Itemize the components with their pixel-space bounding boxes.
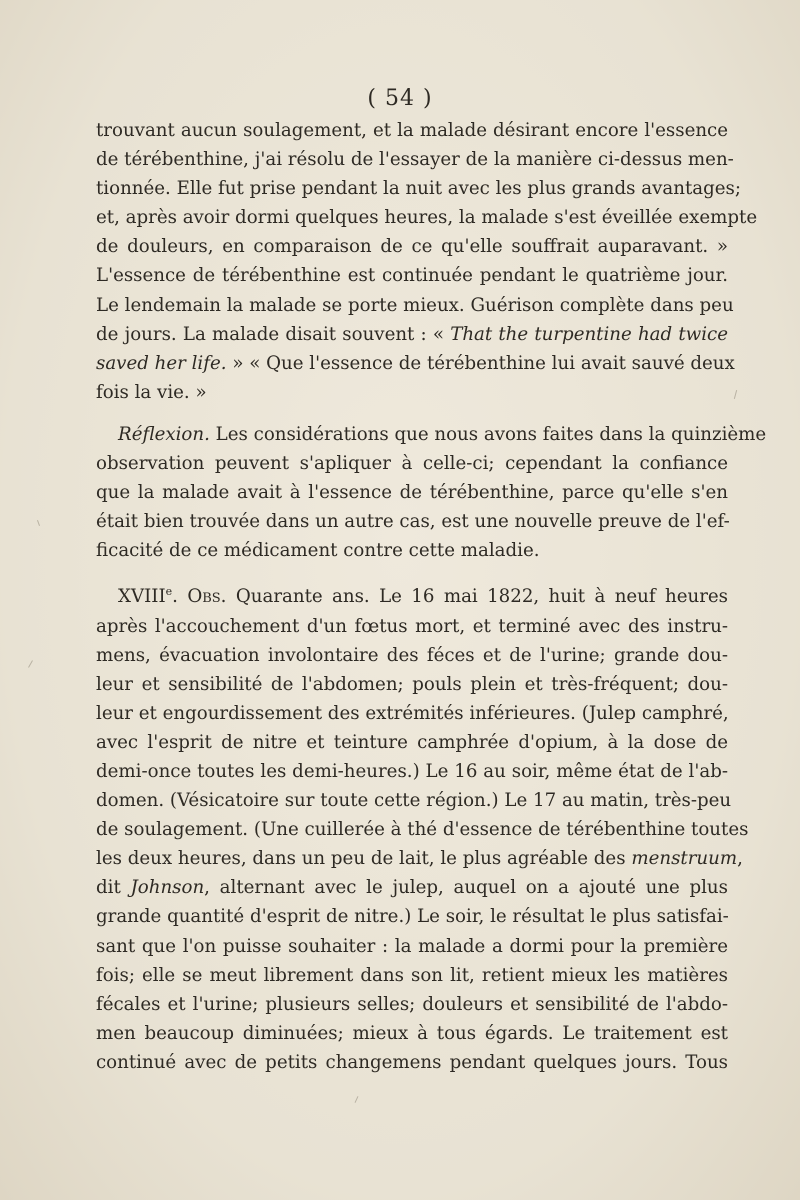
text-line: de soulagement. (Une cuillerée à thé d'essence de térébenthine toutes <box>96 819 749 841</box>
text-line: continué avec de petits changemens pendant quelques jours. Tous <box>96 1051 728 1073</box>
paragraph-observation-18 <box>96 582 749 1077</box>
text-line: les deux heures, dans un peu de lait, le plus agréable des menstruum, <box>96 848 743 870</box>
paragraph-reflexion <box>96 420 767 565</box>
text-segment: Les considérations que nous avons faites dans la quinzième <box>215 423 767 445</box>
text-segment: Quarante ans. Le 16 mai 1822, huit à neuf heures <box>235 586 728 608</box>
text-line: observation peuvent s'apliquer à celle-ci; cependant la confiance <box>96 453 728 475</box>
text-line: Le lendemain la malade se porte mieux. Guérison complète dans peu <box>96 294 734 316</box>
text-line: leur et engourdissement des extrémités inférieures. (Julep camphré, <box>96 702 729 724</box>
observation-heading: XVIIIe. Obs. <box>118 585 227 608</box>
text-line: dit Johnson, alternant avec le julep, auquel on a ajouté une plus <box>96 877 728 899</box>
text-line: et, après avoir dormi quelques heures, la malade s'est éveillée exempte <box>96 207 758 229</box>
paragraph-gap <box>96 565 728 582</box>
paragraph-gap <box>96 407 728 420</box>
paper-speck <box>28 660 33 667</box>
italic-term: menstruum <box>631 848 738 870</box>
text-line: était bien trouvée dans un autre cas, est une nouvelle preuve de l'ef- <box>96 511 730 533</box>
text-line: de térébenthine, j'ai résolu de l'essayer de la manière ci-dessus men- <box>96 149 734 171</box>
text-segment: , alternant avec le julep, auquel on a ajouté une plus <box>204 877 728 899</box>
text-segment: de jours. La malade disait souvent : « <box>96 323 444 345</box>
text-line <box>96 320 728 349</box>
paper-speck <box>355 1096 359 1103</box>
text-line: domen. (Vésicatoire sur toute cette région.) Le 17 au matin, très-peu <box>96 790 732 812</box>
text-line: de douleurs, en comparaison de ce qu'elle souffrait auparavant. » <box>96 236 728 258</box>
page-number: ( 54 ) <box>367 86 433 111</box>
text-line: que la malade avait à l'essence de térébenthine, parce qu'elle s'en <box>96 482 728 504</box>
paragraph-continuation <box>96 116 758 407</box>
text-line: men beaucoup diminuées; mieux à tous égards. Le traitement est <box>96 1022 728 1044</box>
text-segment: les deux heures, dans un peu de lait, le plus agréable des <box>96 848 626 870</box>
text-line: fécales et l'urine; plusieurs selles; douleurs et sensibilité de l'abdo- <box>96 993 728 1015</box>
text-line: fois la vie. » <box>96 381 207 403</box>
text-line: trouvant aucun soulagement, et la malade désirant encore l'essence <box>96 120 728 141</box>
text-line <box>96 349 735 378</box>
text-segment: » « Que l'essence de térébenthine lui avait sauvé deux <box>232 352 735 374</box>
text-line: L'essence de térébenthine est continuée pendant le quatrième jour. <box>96 265 728 287</box>
english-quote-part-1: That the turpentine had twice <box>450 323 728 345</box>
text-line: ficacité de ce médicament contre cette maladie. <box>96 540 540 562</box>
italic-name: Johnson <box>130 877 205 899</box>
text-line: après l'accouchement d'un fœtus mort, et terminé avec des instru- <box>96 615 728 637</box>
text-line: demi-once toutes les demi-heures.) Le 16 au soir, même état de l'ab- <box>96 760 728 782</box>
text-line <box>96 582 728 611</box>
text-line: mens, évacuation involontaire des féces et de l'urine; grande dou- <box>96 644 728 666</box>
text-line: fois; elle se meut librement dans son lit, retient mieux les matières <box>96 964 728 986</box>
text-line: grande quantité d'esprit de nitre.) Le soir, le résultat le plus satisfai- <box>96 906 729 928</box>
paper-speck <box>734 390 737 399</box>
body-text <box>96 116 767 1077</box>
paper-speck <box>37 520 40 526</box>
text-line <box>96 420 767 449</box>
text-line: avec l'esprit de nitre et teinture camphrée d'opium, à la dose de <box>96 731 728 753</box>
reflexion-label: Réflexion. <box>118 423 210 445</box>
text-line: sant que l'on puisse souhaiter : la malade a dormi pour la première <box>96 935 728 957</box>
text-line: leur et sensibilité de l'abdomen; pouls plein et très-fréquent; dou- <box>96 673 728 695</box>
english-quote-part-2: saved her life. <box>96 352 227 374</box>
text-line: tionnée. Elle fut prise pendant la nuit avec les plus grands avantages; <box>96 178 741 200</box>
